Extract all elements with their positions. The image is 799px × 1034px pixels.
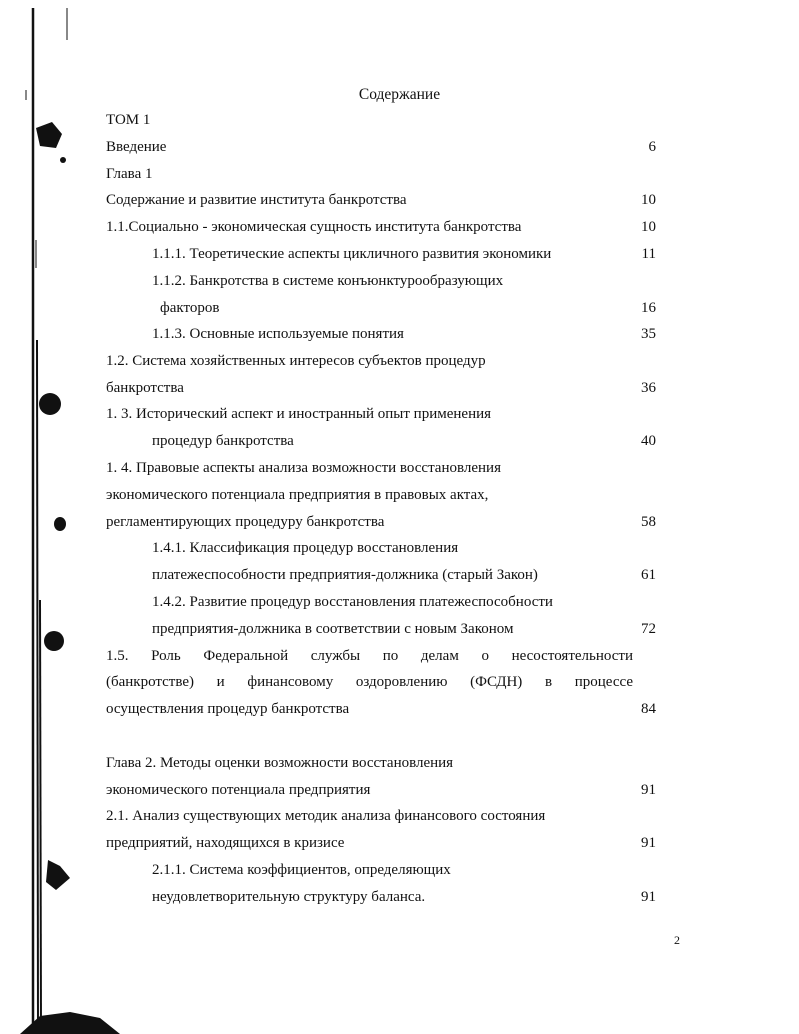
toc-page-number: 40: [641, 433, 656, 449]
toc-entry: [0, 886, 799, 908]
toc-entry: [0, 537, 799, 559]
toc-entry-text: ТОМ 1: [106, 112, 151, 128]
toc-entry-text: Глава 2. Методы оценки возможности восстановления: [106, 755, 454, 771]
toc-entry: [0, 189, 799, 211]
toc-entry-text: экономического потенциала предприятия в правовых актах,: [106, 487, 489, 503]
toc-entry-text: 1.2. Система хозяйственных интересов субъектов процедур: [106, 353, 486, 369]
toc-entry: [0, 163, 799, 185]
toc-entry-text: Глава 1: [106, 166, 153, 182]
toc-entry-text: 1.1.2. Банкротства в системе конъюнктурообразующих: [152, 273, 504, 289]
toc-page-number: 91: [641, 889, 656, 905]
toc-entry-text: платежеспособности предприятия-должника (старый Закон): [152, 567, 538, 583]
toc-entry: [0, 671, 799, 693]
toc-entry: [0, 805, 799, 827]
toc-page-number: 61: [641, 567, 656, 583]
toc-entry-text: 1.1.1. Теоретические аспекты цикличного развития экономики: [152, 246, 552, 262]
toc-entry: [0, 591, 799, 613]
toc-entry-text: 1. 4. Правовые аспекты анализа возможности восстановления: [106, 460, 501, 476]
toc-entry: [0, 752, 799, 774]
toc-page-number: 58: [641, 514, 656, 530]
toc-entry-text: 1.4.2. Развитие процедур восстановления платежеспособности: [152, 594, 553, 610]
toc-entry: [0, 457, 799, 479]
toc-entry: [0, 511, 799, 533]
toc-page-number: 11: [641, 246, 656, 262]
toc-entry-text: регламентирующих процедуру банкротства: [106, 514, 385, 530]
toc-entry: [0, 297, 799, 319]
toc-entry-text: 2.1.1. Система коэффициентов, определяющих: [152, 862, 451, 878]
toc-page-number: 84: [641, 701, 656, 717]
toc-entry: [0, 859, 799, 881]
toc-entry: [0, 698, 799, 720]
toc-entry: [0, 243, 799, 265]
toc-entry: [0, 136, 799, 158]
toc-entry: [0, 618, 799, 640]
toc-entry-text: факторов: [160, 300, 220, 316]
toc-entry-text: Введение: [106, 139, 167, 155]
toc-page-number: 91: [641, 782, 656, 798]
toc-entry-text: 2.1. Анализ существующих методик анализа финансового состояния: [106, 808, 546, 824]
toc-entry: [0, 832, 799, 854]
toc-entry-text: (банкротстве) и финансовому оздоровлению (ФСДН) в процессе: [106, 674, 633, 690]
toc-entry-text: предприятий, находящихся в кризисе: [106, 835, 345, 851]
toc-entry: [0, 779, 799, 801]
toc-page-number: 72: [641, 621, 656, 637]
toc-entry: [0, 109, 799, 131]
toc-entry-text: 1. 3. Исторический аспект и иностранный опыт применения: [106, 406, 492, 422]
toc-entry: [0, 270, 799, 292]
toc-entry: [0, 216, 799, 238]
toc-page-number: 10: [641, 192, 656, 208]
toc-page-number: 35: [641, 326, 656, 342]
toc-entry-text: экономического потенциала предприятия: [106, 782, 371, 798]
toc-entry-text: 1.1.3. Основные используемые понятия: [152, 326, 404, 342]
toc-page-number: 10: [641, 219, 656, 235]
toc-entry-text: Содержание и развитие института банкротства: [106, 192, 407, 208]
toc-entry-text: 1.4.1. Классификация процедур восстановления: [152, 540, 459, 556]
toc-entry-text: процедур банкротства: [152, 433, 294, 449]
toc-entry: [0, 564, 799, 586]
toc-entry-text: осуществления процедур банкротства: [106, 701, 350, 717]
toc-entry: [0, 377, 799, 399]
toc-entry: [0, 323, 799, 345]
toc-title: Содержание: [358, 86, 441, 103]
toc-entry: [0, 350, 799, 372]
toc-page-number: 6: [648, 139, 656, 155]
toc-entry: [0, 403, 799, 425]
toc-entry-text: 1.1.Социально - экономическая сущность института банкротства: [106, 219, 522, 235]
toc-entry: [0, 484, 799, 506]
toc-page-number: 91: [641, 835, 656, 851]
toc-page-number: 16: [641, 300, 656, 316]
toc-entry-text: предприятия-должника в соответствии с новым Законом: [152, 621, 514, 637]
toc-entry: [0, 430, 799, 452]
toc-entry-text: неудовлетворительную структуру баланса.: [152, 889, 426, 905]
toc-entry: [0, 645, 799, 667]
page-number: 2: [674, 933, 680, 947]
toc-page-number: 36: [641, 380, 656, 396]
toc-entry-text: 1.5. Роль Федеральной службы по делам о несостоятельности: [106, 648, 633, 664]
toc-entry-text: банкротства: [106, 380, 184, 396]
